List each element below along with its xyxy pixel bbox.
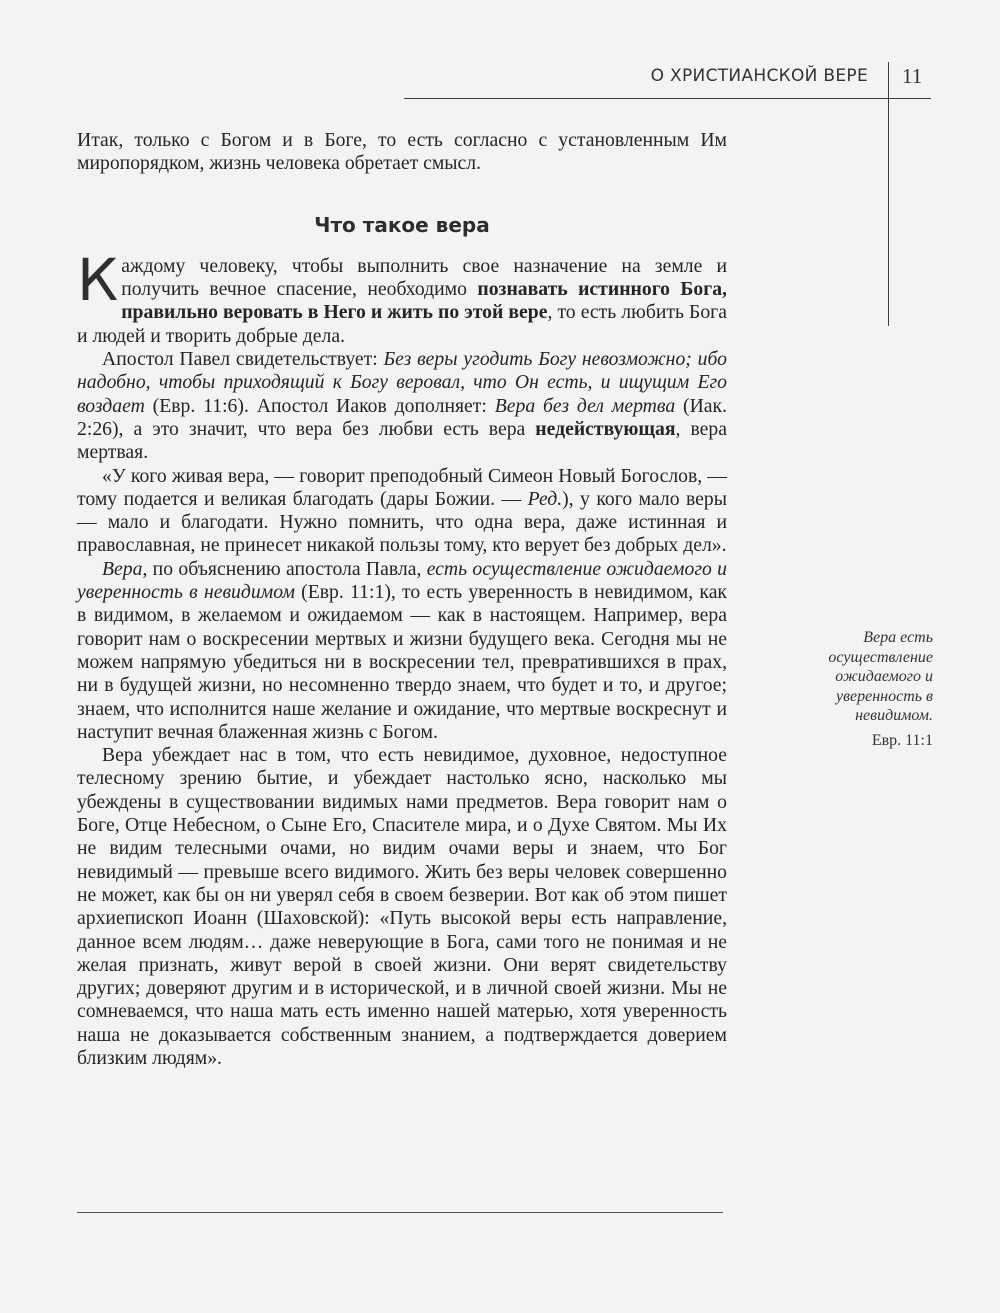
text-span: (Евр. 11:6). Апостол Иаков дополняет: [144,394,495,417]
bold-emphasis: познавать истинного Бога, правильно веровать в Него и жить по этой вере [121,278,727,324]
text-span: Апостол Павел свидетельствует: [102,348,384,371]
text-span: , то есть любить Бога и людей и творить добрые дела. [77,301,727,347]
drop-cap: К [77,245,119,314]
italic-term: Вера [102,557,143,580]
text-span: «У кого живая вера, — говорит преподобный Симеон Новый Богослов, — тому подается и великая благодать (дары Божии. — [77,464,727,510]
scripture-quote: есть осуществление ожидаемого и уверенность в невидимом [77,557,727,604]
footer-rule [77,1212,723,1213]
editor-note: Ред. [527,487,563,510]
text-span: (Евр. 11:1), то есть уверенность в невидимом, как в видимом, в желаемом и ожидаемом — как в настоящем. Например, вера говорит нам о воскресении мертвых и жизни будущего века. Сегодня мы не можем напрямую убедиться ни в воскресении тел, превратившихся в прах, ни в будущей жизни, но несомненно твердо знаем, что будет и то, и другое; знаем, что исполнится наше желание и ожидание, что мертвые воскреснут и наступит вечная блаженная жизнь с Богом. [77,581,727,743]
vertical-rule [888,62,889,326]
header-rule [404,98,931,99]
margin-quote: Вера есть осуществление ожидаемого и уверенность в невидимом. [828,629,933,724]
running-header-title: О ХРИСТИАНСКОЙ ВЕРЕ [650,66,868,86]
main-text-column [77,129,727,1070]
scripture-quote: Вера без дел мертва [494,394,676,417]
section-heading: Что такое вера [314,212,490,237]
bold-emphasis: недействующая [535,417,676,440]
text-span: аждому человеку, чтобы выполнить свое назначение на земле и получить вечное спасение, необходимо [121,254,727,301]
text-span: , вера мертвая. [77,417,727,464]
paragraph-1 [77,245,727,348]
margin-reference: Евр. 11:1 [871,732,933,749]
paragraph-5: Вера убеждает нас в том, что есть невидимое, духовное, недоступное телесному зрению бытие, и убеждает настолько ясно, насколько мы убеждены в существовании видимых нами предметов. Вера говорит нам о Боге, Отце Небесном, о Сыне Его, Спасителе мира, и о Духе Святом. Мы Их не видим телесными очами, но видим очами веры и знаем, что Бог невидимый — превыше всего видимого. Жить без веры человек совершенно не может, как бы он ни уверял себя в своем безверии. Вот как об этом пишет архиепископ Иоанн (Шаховской): «Путь высокой веры есть направление, данное всем людям… даже неверующие в Бога, сами того не понимая и не желая признать, живут верой в своей жизни. Они верят свидетельству других; доверяют другим и в исторической, и в личной своей жизни. Мы не сомневаемся, что наша мать есть именно нашей матерью, хотя уверенность наша не доказывается собственным знанием, а подтверждается доверием близким людям». [77,744,727,1069]
paragraph-2 [77,348,727,464]
paragraph-4 [77,558,727,744]
text-span: (Иак. 2:26), а это значит, что вера без любви есть вера [77,394,728,440]
paragraph-3 [77,465,727,558]
text-span: ), у кого мало веры — мало и благодати. Нужно помнить, что одна вера, даже истинная и православная, не принесет никакой пользы тому, кто верует без добрых дел». [77,487,727,557]
intro-paragraph: Итак, только с Богом и в Боге, то есть согласно с установленным Им миропорядком, жизнь человека обретает смысл. [77,129,727,175]
scripture-quote: Без веры угодить Богу невозможно; ибо надобно, чтобы приходящий к Богу веровал, что Он есть, и ищущим Его воздает [77,348,727,417]
text-span: , по объяснению апостола Павла, [142,557,427,580]
page-number: 11 [902,64,923,88]
